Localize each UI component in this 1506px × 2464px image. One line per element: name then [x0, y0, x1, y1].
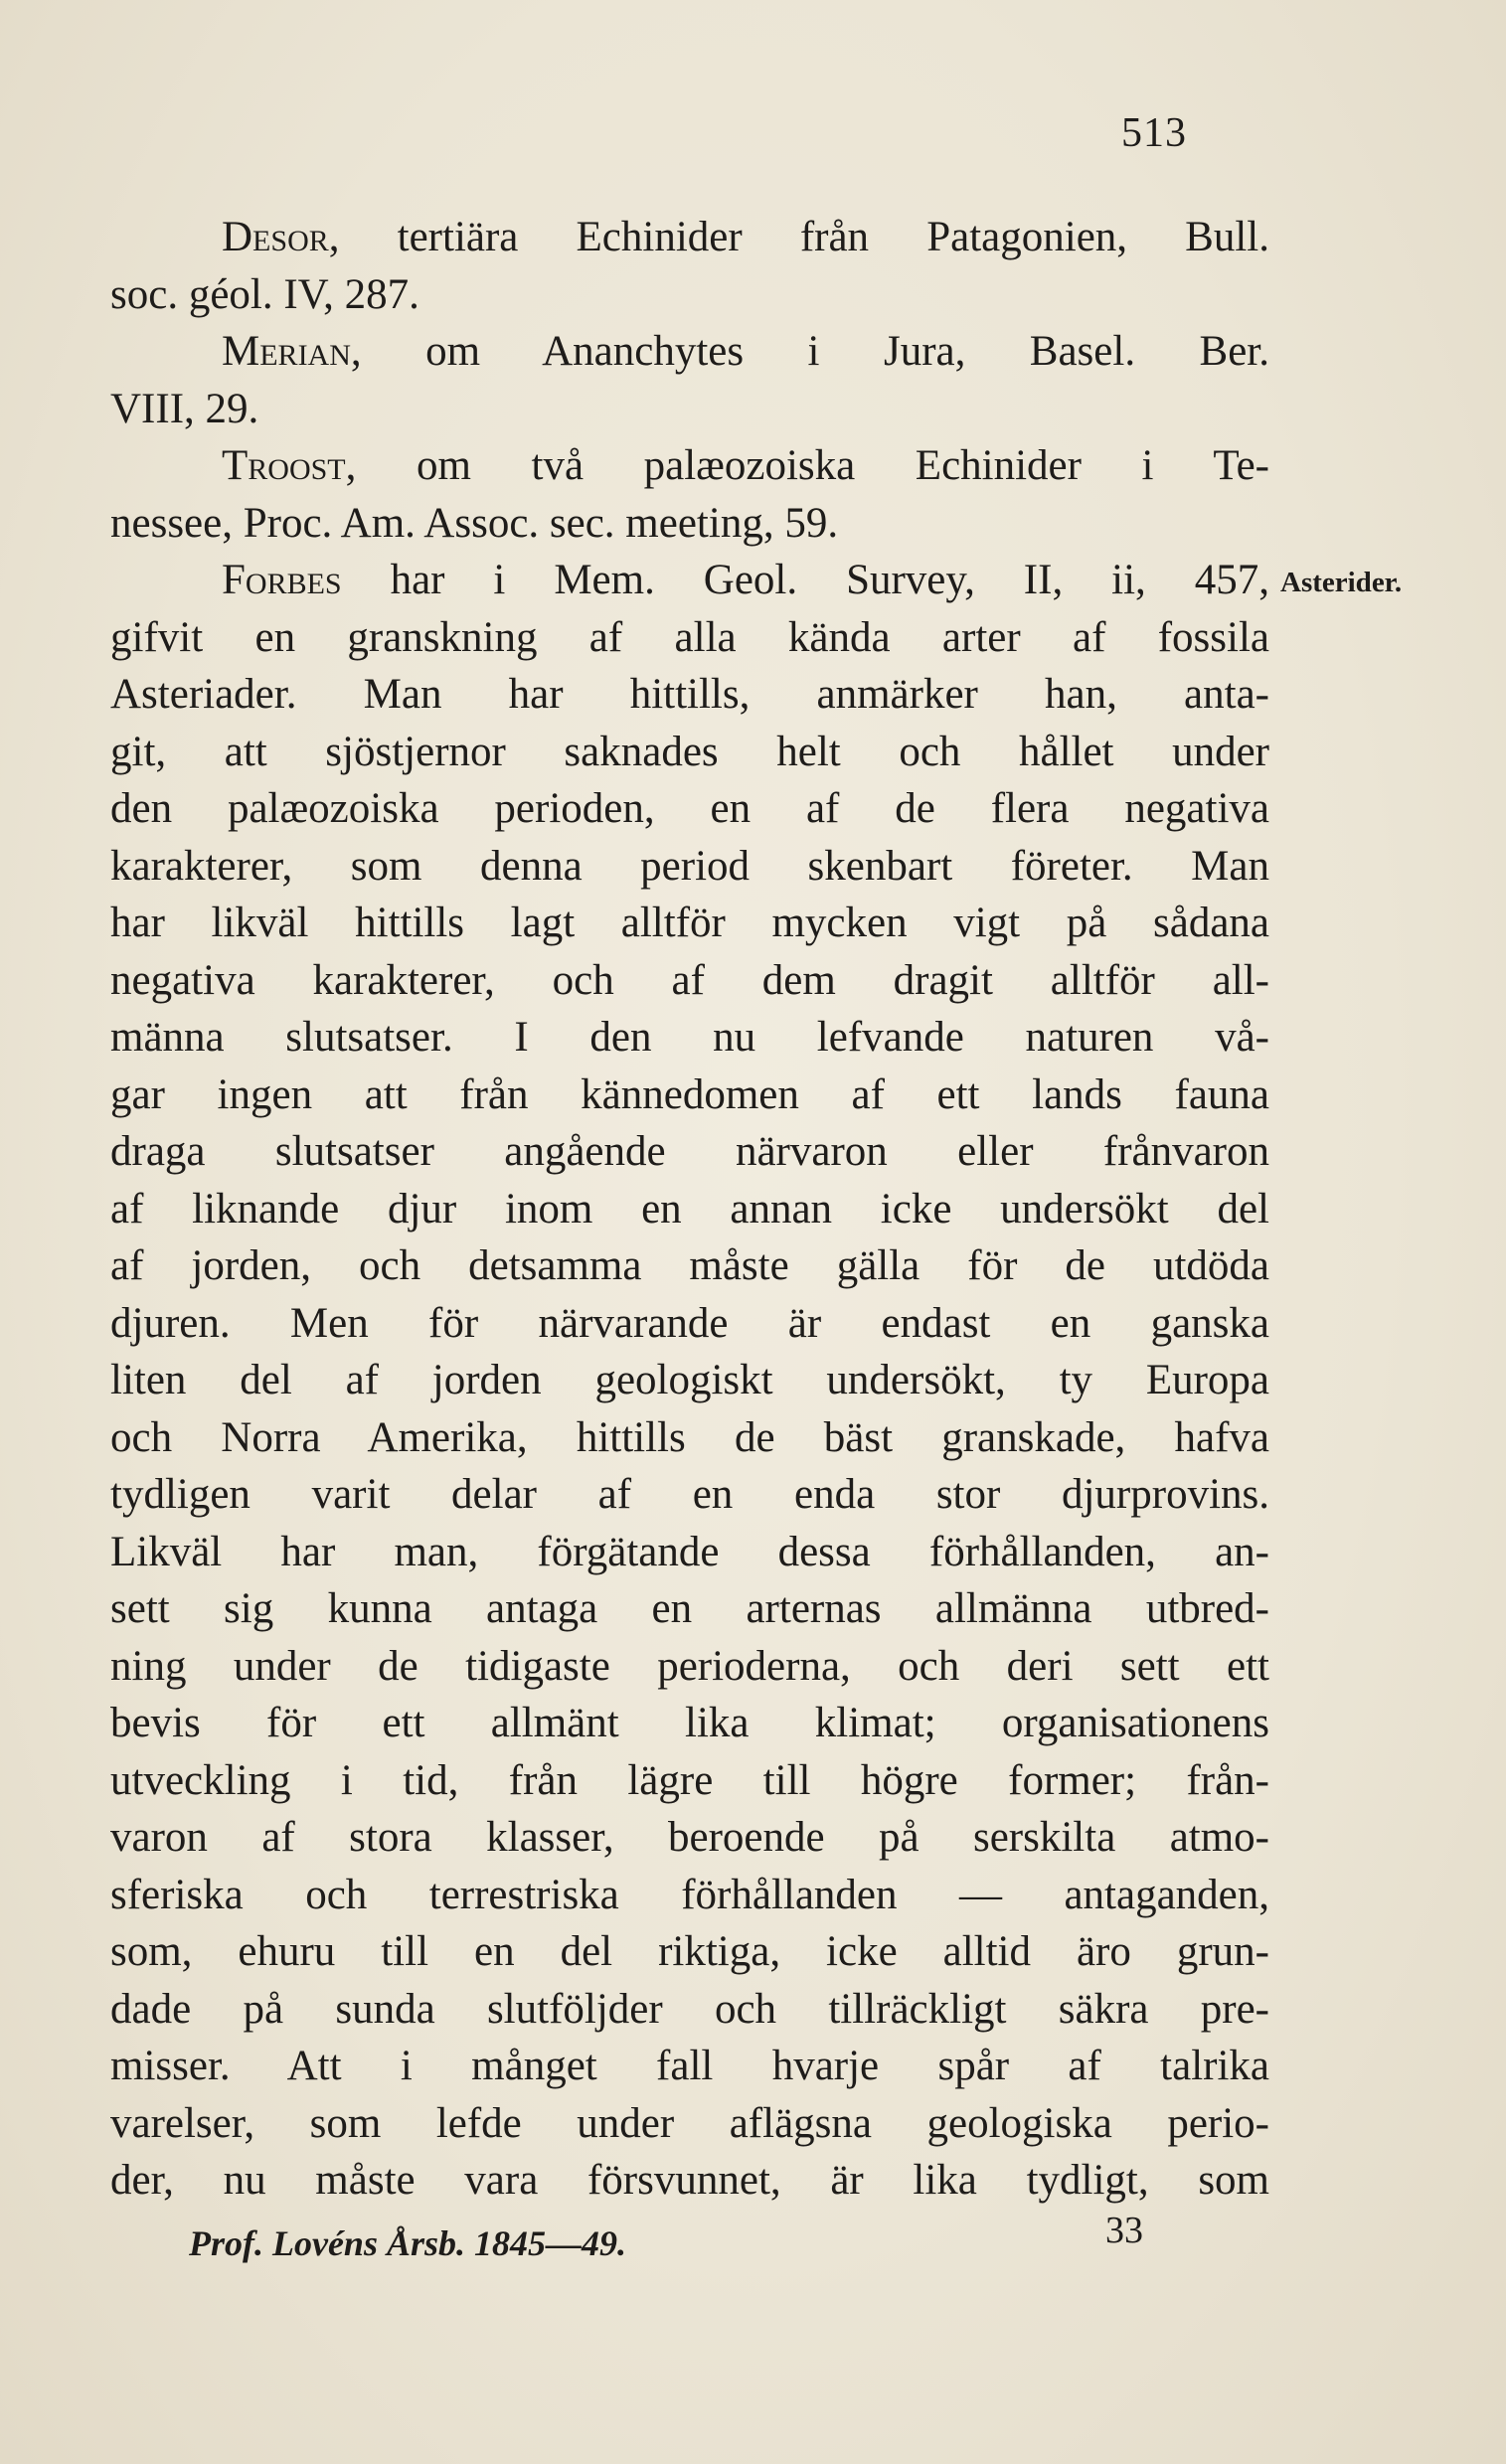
- entry-line: [110, 437, 1269, 495]
- entry-text: , om två palæozoiska Echinider i Te-: [345, 442, 1269, 489]
- body-line: af liknande djur inom en annan icke undersökt del: [110, 1185, 1269, 1232]
- body-line: ning under de tidigaste perioderna, och deri sett ett: [110, 1642, 1269, 1690]
- body-line: varon af stora klasser, beroende på serskilta atmo-: [110, 1814, 1269, 1861]
- body-line: gifvit en granskning af alla kända arter af fossila: [110, 613, 1269, 661]
- entry-text: , om Ananchytes i Jura, Basel. Ber.: [350, 328, 1269, 375]
- entry-line: [110, 209, 1269, 266]
- body-line: liten del af jorden geologiskt undersökt, ty Europa: [110, 1357, 1269, 1403]
- body-line: misser. Att i månget fall hvarje spår af talrika: [110, 2043, 1269, 2089]
- body-line: har likväl hittills lagt alltför mycken vigt på sådana: [110, 900, 1269, 946]
- body-line: gar ingen att från kännedomen af ett lands fauna: [110, 1070, 1269, 1118]
- entry-line: [110, 495, 1269, 553]
- body-line: karakterer, som denna period skenbart företer. Man: [110, 842, 1269, 890]
- body-line: utveckling i tid, från lägre till högre former; från-: [110, 1756, 1269, 1804]
- entry-line: [110, 266, 1269, 324]
- author-name: Forbes: [222, 557, 342, 603]
- page-number: 513: [1121, 110, 1187, 156]
- entry-text: nessee, Proc. Am. Assoc. sec. meeting, 59.: [110, 499, 839, 547]
- body-line: draga slutsatser angående närvaron eller frånvaron: [110, 1128, 1269, 1175]
- entry-text: , tertiära Echinider från Patagonien, Bull.: [328, 214, 1269, 260]
- body-line: varelser, som lefde under aflägsna geologiska perio-: [110, 2099, 1269, 2147]
- body-line: Likväl har man, förgätande dessa förhållanden, an-: [110, 1528, 1269, 1575]
- entry-text: VIII, 29.: [110, 385, 259, 432]
- body-line: sferiska och terrestriska förhållanden — antaganden,: [110, 1871, 1269, 1918]
- body-line: och Norra Amerika, hittills de bäst granskade, hafva: [110, 1413, 1269, 1461]
- body-line: tydligen varit delar af en enda stor djurprovins.: [110, 1471, 1269, 1518]
- body-line: sett sig kunna antaga en arternas allmänna utbred-: [110, 1585, 1269, 1632]
- entry-line: [110, 323, 1269, 381]
- body-line: Asteriader. Man har hittills, anmärker han, anta-: [110, 671, 1269, 718]
- body-line: den palæozoiska perioden, en af de flera negativa: [110, 785, 1269, 832]
- text-block: [110, 209, 1269, 2210]
- footer-sheet-number: 33: [1105, 2210, 1143, 2251]
- forbes-line: [110, 552, 1269, 609]
- entry-line: [110, 381, 1269, 438]
- body-line: der, nu måste vara försvunnet, är lika tydligt, som: [110, 2157, 1269, 2204]
- author-name: Troost: [222, 442, 346, 489]
- author-name: Merian: [222, 328, 351, 375]
- entry-text: soc. géol. IV, 287.: [110, 270, 419, 318]
- body-line: af jorden, och detsamma måste gälla för de utdöda: [110, 1242, 1269, 1289]
- body-line: negativa karakterer, och af dem dragit alltför all-: [110, 956, 1269, 1004]
- footer-signature: Prof. Lovéns Årsb. 1845—49.: [189, 2223, 626, 2263]
- body-line: som, ehuru till en del riktiga, icke alltid äro grun-: [110, 1928, 1269, 1975]
- body-line: männa slutsatser. I den nu lefvande naturen vå-: [110, 1014, 1269, 1061]
- margin-note: Asterider.: [1280, 567, 1403, 598]
- body-line: bevis för ett allmänt lika klimat; organisationens: [110, 1700, 1269, 1746]
- body-line: dade på sunda slutföljder och tillräckligt säkra pre-: [110, 1985, 1269, 2033]
- author-name: Desor: [222, 214, 329, 260]
- body-line: git, att sjöstjernor saknades helt och hållet under: [110, 728, 1269, 775]
- entry-text: har i Mem. Geol. Survey, II, ii, 457,: [341, 557, 1269, 603]
- body-line: djuren. Men för närvarande är endast en ganska: [110, 1299, 1269, 1347]
